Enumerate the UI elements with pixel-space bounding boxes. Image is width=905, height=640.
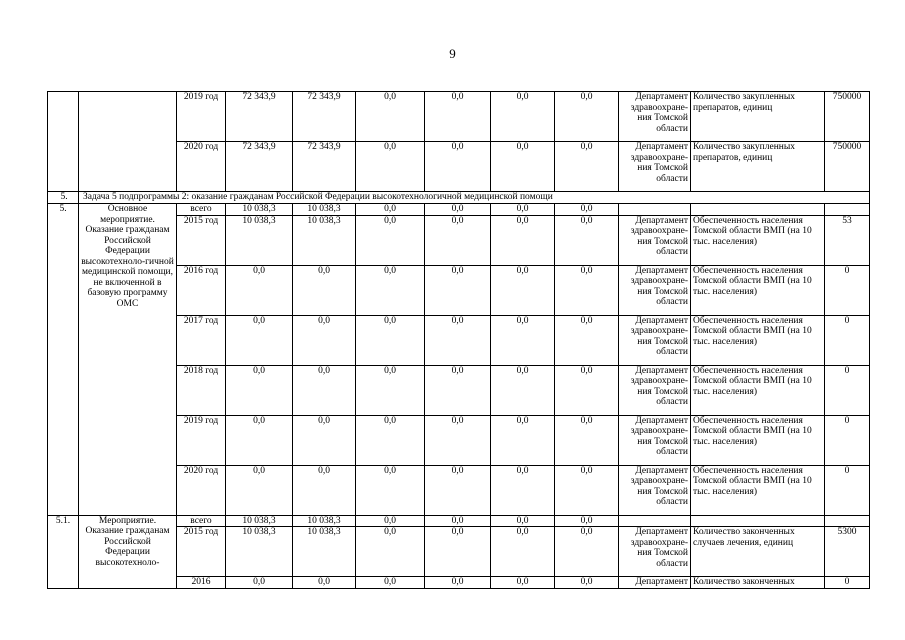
value-cell: 0,0 bbox=[425, 515, 491, 527]
value-cell: 0,0 bbox=[356, 204, 425, 216]
number-cell bbox=[48, 92, 79, 192]
indicator-cell: Обеспеченность населения Томской области ВМП (на 10 тыс. населения) bbox=[691, 215, 825, 265]
table-body bbox=[48, 92, 870, 589]
federal-cell: 0,0 bbox=[293, 315, 356, 365]
indicator-cell: Количество законченных bbox=[691, 577, 825, 589]
indicator-cell: Обеспеченность населения Томской области ВМП (на 10 тыс. населения) bbox=[691, 315, 825, 365]
target-value-cell: 0 bbox=[825, 315, 870, 365]
department-cell: Департамент здравоохране-ния Томской области bbox=[619, 415, 691, 465]
federal-cell: 72 343,9 bbox=[293, 92, 356, 142]
federal-cell: 0,0 bbox=[293, 365, 356, 415]
value-cell: 0,0 bbox=[425, 365, 491, 415]
indicator-cell: Обеспеченность населения Томской области ВМП (на 10 тыс. населения) bbox=[691, 365, 825, 415]
value-cell: 0,0 bbox=[491, 365, 555, 415]
value-cell: 0,0 bbox=[555, 465, 619, 515]
department-cell: Департамент здравоохране-ния Томской области bbox=[619, 142, 691, 192]
value-cell: 0,0 bbox=[491, 465, 555, 515]
department-cell: Департамент здравоохране-ния Томской области bbox=[619, 465, 691, 515]
indicator-cell: Обеспеченность населения Томской области ВМП (на 10 тыс. населения) bbox=[691, 415, 825, 465]
table-row bbox=[48, 204, 870, 216]
value-cell: 0,0 bbox=[425, 142, 491, 192]
table-row bbox=[48, 92, 870, 142]
program-table bbox=[47, 91, 870, 589]
value-cell: 0,0 bbox=[425, 465, 491, 515]
department-cell: Департамент здравоохране-ния Томской области bbox=[619, 265, 691, 315]
year-cell: 2016 bbox=[177, 577, 226, 589]
indicator-cell: Обеспеченность населения Томской области ВМП (на 10 тыс. населения) bbox=[691, 265, 825, 315]
federal-cell: 10 038,3 bbox=[293, 527, 356, 577]
department-cell: Департамент bbox=[619, 577, 691, 589]
target-value-cell: 750000 bbox=[825, 92, 870, 142]
target-value-cell: 0 bbox=[825, 415, 870, 465]
total-cell: 10 038,3 bbox=[226, 515, 293, 527]
year-cell: 2016 год bbox=[177, 265, 226, 315]
value-cell: 0,0 bbox=[356, 515, 425, 527]
total-cell: 10 038,3 bbox=[226, 204, 293, 216]
year-cell: всего bbox=[177, 204, 226, 216]
event-number-cell: 5. bbox=[48, 204, 79, 516]
federal-cell: 10 038,3 bbox=[293, 215, 356, 265]
indicator-cell: Количество закупленных препаратов, единиц bbox=[691, 92, 825, 142]
year-cell: 2019 год bbox=[177, 415, 226, 465]
year-cell: 2015 год bbox=[177, 527, 226, 577]
total-cell: 10 038,3 bbox=[226, 527, 293, 577]
event-name-cell: Основное мероприятие. Оказание гражданам Российской Федерации высокотехноло-гичной медицинской помощи, не включенной в базовую программу ОМС bbox=[79, 204, 177, 516]
federal-cell: 0,0 bbox=[293, 415, 356, 465]
year-cell: 2019 год bbox=[177, 92, 226, 142]
value-cell: 0,0 bbox=[425, 92, 491, 142]
value-cell: 0,0 bbox=[555, 315, 619, 365]
value-cell: 0,0 bbox=[356, 92, 425, 142]
department-cell: Департамент здравоохране-ния Томской области bbox=[619, 215, 691, 265]
indicator-cell: Количество законченных случаев лечения, единиц bbox=[691, 527, 825, 577]
value-cell: 0,0 bbox=[555, 204, 619, 216]
total-cell: 0,0 bbox=[226, 577, 293, 589]
department-cell: Департамент здравоохране-ния Томской области bbox=[619, 92, 691, 142]
value-cell: 0,0 bbox=[491, 204, 555, 216]
indicator-cell bbox=[691, 204, 825, 216]
target-value-cell: 5300 bbox=[825, 527, 870, 577]
value-cell: 0,0 bbox=[356, 315, 425, 365]
value-cell: 0,0 bbox=[491, 142, 555, 192]
target-value-cell: 0 bbox=[825, 577, 870, 589]
target-value-cell: 0 bbox=[825, 365, 870, 415]
value-cell: 0,0 bbox=[555, 215, 619, 265]
total-cell: 0,0 bbox=[226, 415, 293, 465]
federal-cell: 10 038,3 bbox=[293, 515, 356, 527]
total-cell: 0,0 bbox=[226, 265, 293, 315]
value-cell: 0,0 bbox=[491, 315, 555, 365]
value-cell: 0,0 bbox=[356, 465, 425, 515]
indicator-cell: Количество закупленных препаратов, единиц bbox=[691, 142, 825, 192]
total-cell: 0,0 bbox=[226, 315, 293, 365]
value-cell: 0,0 bbox=[555, 365, 619, 415]
value-cell: 0,0 bbox=[491, 515, 555, 527]
department-cell bbox=[619, 515, 691, 527]
target-value-cell bbox=[825, 515, 870, 527]
total-cell: 0,0 bbox=[226, 465, 293, 515]
value-cell: 0,0 bbox=[491, 415, 555, 465]
total-cell: 10 038,3 bbox=[226, 215, 293, 265]
department-cell: Департамент здравоохране-ния Томской области bbox=[619, 315, 691, 365]
value-cell: 0,0 bbox=[555, 142, 619, 192]
total-cell: 72 343,9 bbox=[226, 142, 293, 192]
year-cell: всего bbox=[177, 515, 226, 527]
page-number: 9 bbox=[449, 46, 456, 61]
value-cell: 0,0 bbox=[425, 527, 491, 577]
value-cell: 0,0 bbox=[356, 415, 425, 465]
value-cell: 0,0 bbox=[555, 415, 619, 465]
value-cell: 0,0 bbox=[491, 92, 555, 142]
value-cell: 0,0 bbox=[356, 215, 425, 265]
value-cell: 0,0 bbox=[425, 415, 491, 465]
indicator-cell bbox=[691, 515, 825, 527]
value-cell: 0,0 bbox=[356, 142, 425, 192]
target-value-cell: 0 bbox=[825, 265, 870, 315]
table-row bbox=[48, 192, 870, 204]
event-number-cell: 5.1. bbox=[48, 515, 79, 589]
target-value-cell: 750000 bbox=[825, 142, 870, 192]
year-cell: 2017 год bbox=[177, 315, 226, 365]
total-cell: 72 343,9 bbox=[226, 92, 293, 142]
task-number-cell: 5. bbox=[48, 192, 79, 204]
federal-cell: 0,0 bbox=[293, 465, 356, 515]
department-cell: Департамент здравоохране-ния Томской области bbox=[619, 365, 691, 415]
department-cell: Департамент здравоохране-ния Томской области bbox=[619, 527, 691, 577]
value-cell: 0,0 bbox=[356, 527, 425, 577]
value-cell: 0,0 bbox=[491, 265, 555, 315]
name-cell bbox=[79, 92, 177, 192]
task-title-cell: Задача 5 подпрограммы 2: оказание гражданам Российской Федерации высокотехнологичной медицинской помощи bbox=[79, 192, 870, 204]
indicator-cell: Обеспеченность населения Томской области ВМП (на 10 тыс. населения) bbox=[691, 465, 825, 515]
year-cell: 2020 год bbox=[177, 142, 226, 192]
value-cell: 0,0 bbox=[425, 265, 491, 315]
value-cell: 0,0 bbox=[425, 215, 491, 265]
value-cell: 0,0 bbox=[425, 204, 491, 216]
year-cell: 2020 год bbox=[177, 465, 226, 515]
value-cell: 0,0 bbox=[425, 315, 491, 365]
target-value-cell bbox=[825, 204, 870, 216]
federal-cell: 0,0 bbox=[293, 265, 356, 315]
value-cell: 0,0 bbox=[356, 365, 425, 415]
target-value-cell: 0 bbox=[825, 465, 870, 515]
table-row bbox=[48, 515, 870, 527]
value-cell: 0,0 bbox=[555, 265, 619, 315]
value-cell: 0,0 bbox=[491, 215, 555, 265]
value-cell: 0,0 bbox=[555, 577, 619, 589]
value-cell: 0,0 bbox=[425, 577, 491, 589]
target-value-cell: 53 bbox=[825, 215, 870, 265]
value-cell: 0,0 bbox=[491, 527, 555, 577]
value-cell: 0,0 bbox=[555, 527, 619, 577]
year-cell: 2018 год bbox=[177, 365, 226, 415]
department-cell bbox=[619, 204, 691, 216]
value-cell: 0,0 bbox=[356, 577, 425, 589]
federal-cell: 0,0 bbox=[293, 577, 356, 589]
year-cell: 2015 год bbox=[177, 215, 226, 265]
federal-cell: 10 038,3 bbox=[293, 204, 356, 216]
value-cell: 0,0 bbox=[356, 265, 425, 315]
value-cell: 0,0 bbox=[555, 515, 619, 527]
federal-cell: 72 343,9 bbox=[293, 142, 356, 192]
total-cell: 0,0 bbox=[226, 365, 293, 415]
value-cell: 0,0 bbox=[491, 577, 555, 589]
value-cell: 0,0 bbox=[555, 92, 619, 142]
event-name-cell: Мероприятие. Оказание гражданам Российской Федерации высокотехноло- bbox=[79, 515, 177, 589]
